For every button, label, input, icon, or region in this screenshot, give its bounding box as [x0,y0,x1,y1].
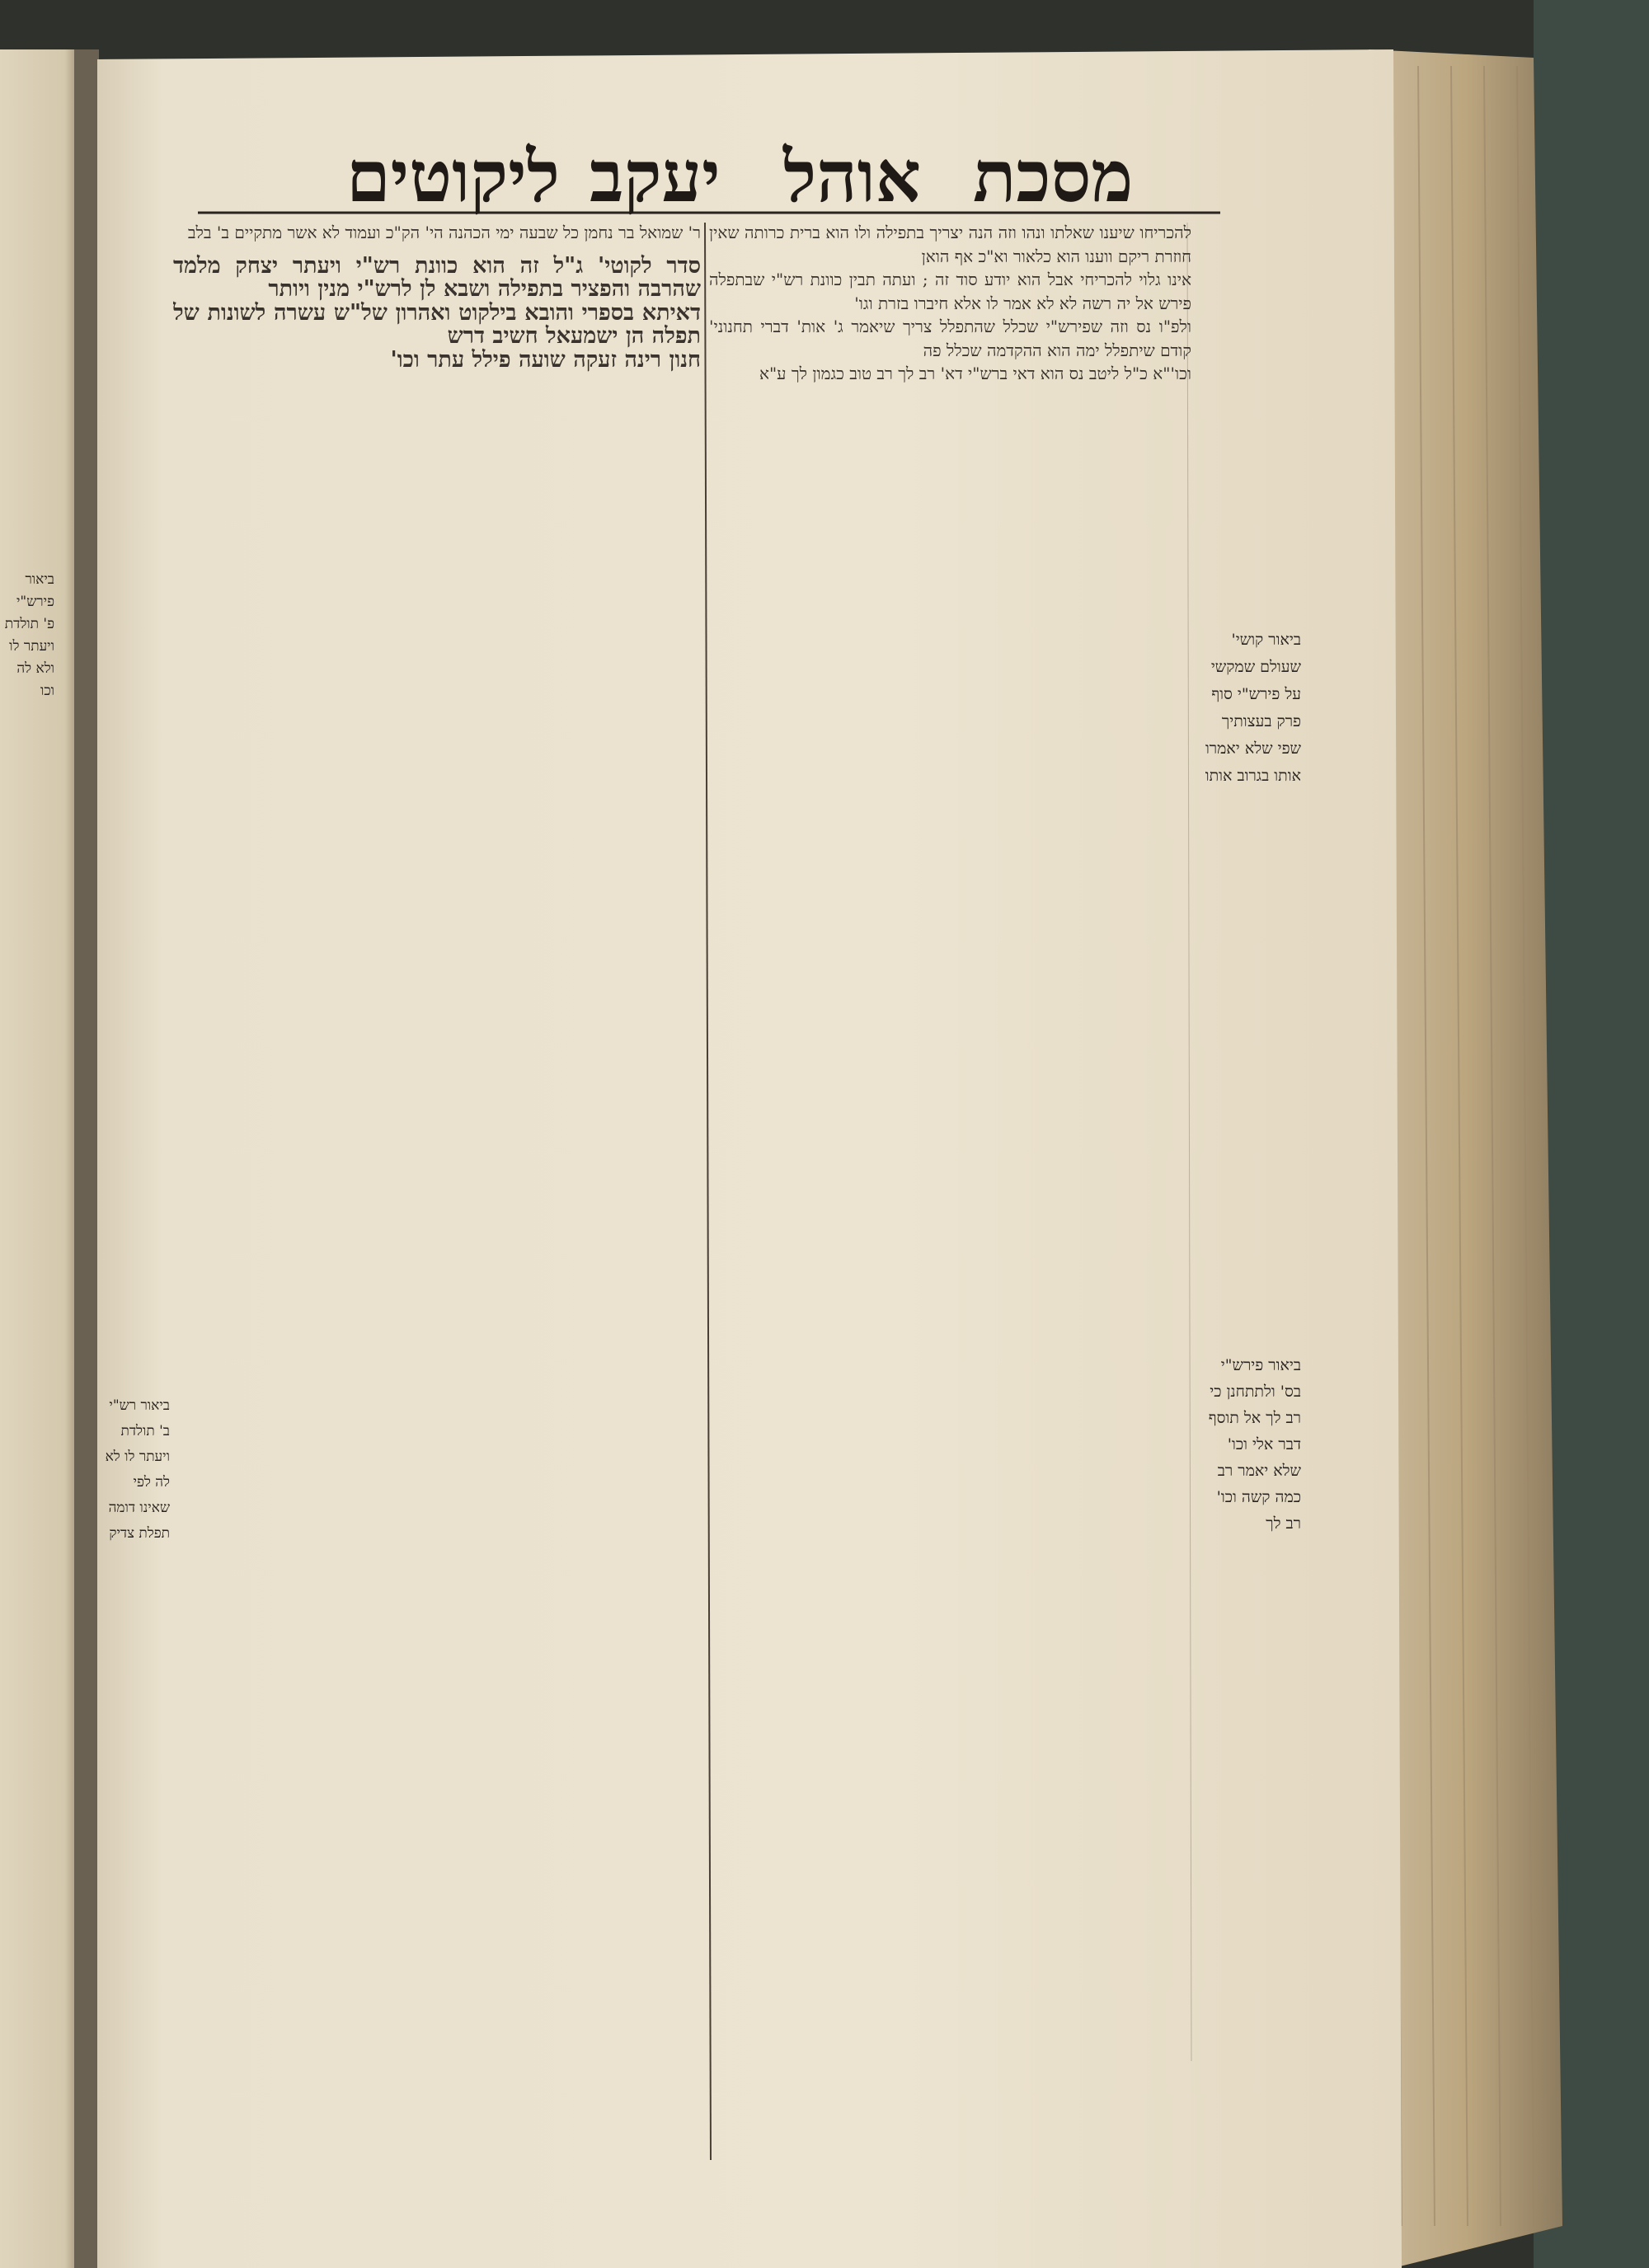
left-page [0,49,81,2268]
header-word-ohel: אוהל [783,135,921,218]
left-paragraph: סדר לקוטי' ג"ל זה הוא כוונת רש"י ויעתר יצחק מלמד שהרבה והפציר בתפילה ושבא לן לרש"י מנין ויותר [173,252,701,302]
left-column [173,221,701,2167]
side-note-left-bottom: ביאור רש"י ב' תולדת ויעתר לו לא לה לפי שאינו דומה תפלת צדיק [105,1397,170,1542]
left-heading: חנון רינה זעקה שועה פילל עתר וכו' [390,346,701,373]
right-paragraph: ולפ"ו נס וזה שפירש"י שכלל שהתפלל צריך שיאמר ג' אות' דברי תחנוני' קודם שיתפלל ימה הוא ההקדמה שכלל פה [709,317,1191,360]
right-paragraph: להכריחו שיענו שאלתו ונהו וזה הנה יצריך בתפילה ולו הוא ברית כרותה שאין חוזרת ריקם ווענו הוא כלאור וא"כ אף הואן [709,223,1191,266]
side-note-middle-top: ביאור קושי' שעולם שמקשי על פירש"י סוף פרק בעצותיך שפי שלא יאמרו אותו בגרוב אותו [1205,631,1301,785]
header-word-likkutim: ליקוטים [346,135,560,218]
side-note-left-top: ביאור פירש"י פ' תולדת ויעתר לו ולא לה וכו [4,571,54,699]
left-paragraph: דאיתא בספרי והובא בילקוט ואהרון של"ש עשרה לשונות של תפלה הן ישמעאל חשיב דרש [173,299,701,349]
right-column [709,221,1191,2158]
side-note-middle-bottom: ביאור פירש"י בס' ולתתחנן כי רב לך אל תוסף דבר אלי וכו' שלא יאמר רב כמה קשה וכו' רב לך [1208,1356,1301,1533]
header-word-tractate: מסכת [973,135,1134,218]
header-word-yaakov: יעקב [590,135,721,218]
right-paragraph: אינו גלוי להכריחי אבל הוא יודע סוד זה ; ועתה תבין כוונת רש"י שבתפלה פירש אל יה רשה לא לא אמר לו אלא חיברו בזרת וגו' [709,270,1191,313]
gutter-shadow [74,49,99,2268]
right-paragraph: וכו'"א כ"ל ליטב נס הוא דאי ברש"י דא' רב לך רב טוב כגמון לך ע"א [759,364,1191,383]
left-paragraph: ר' שמואל בר נחמן כל שבעה ימי הכהנה הי' הק"כ ועמוד לא אשר מתקיים ב' בלב [187,223,701,242]
